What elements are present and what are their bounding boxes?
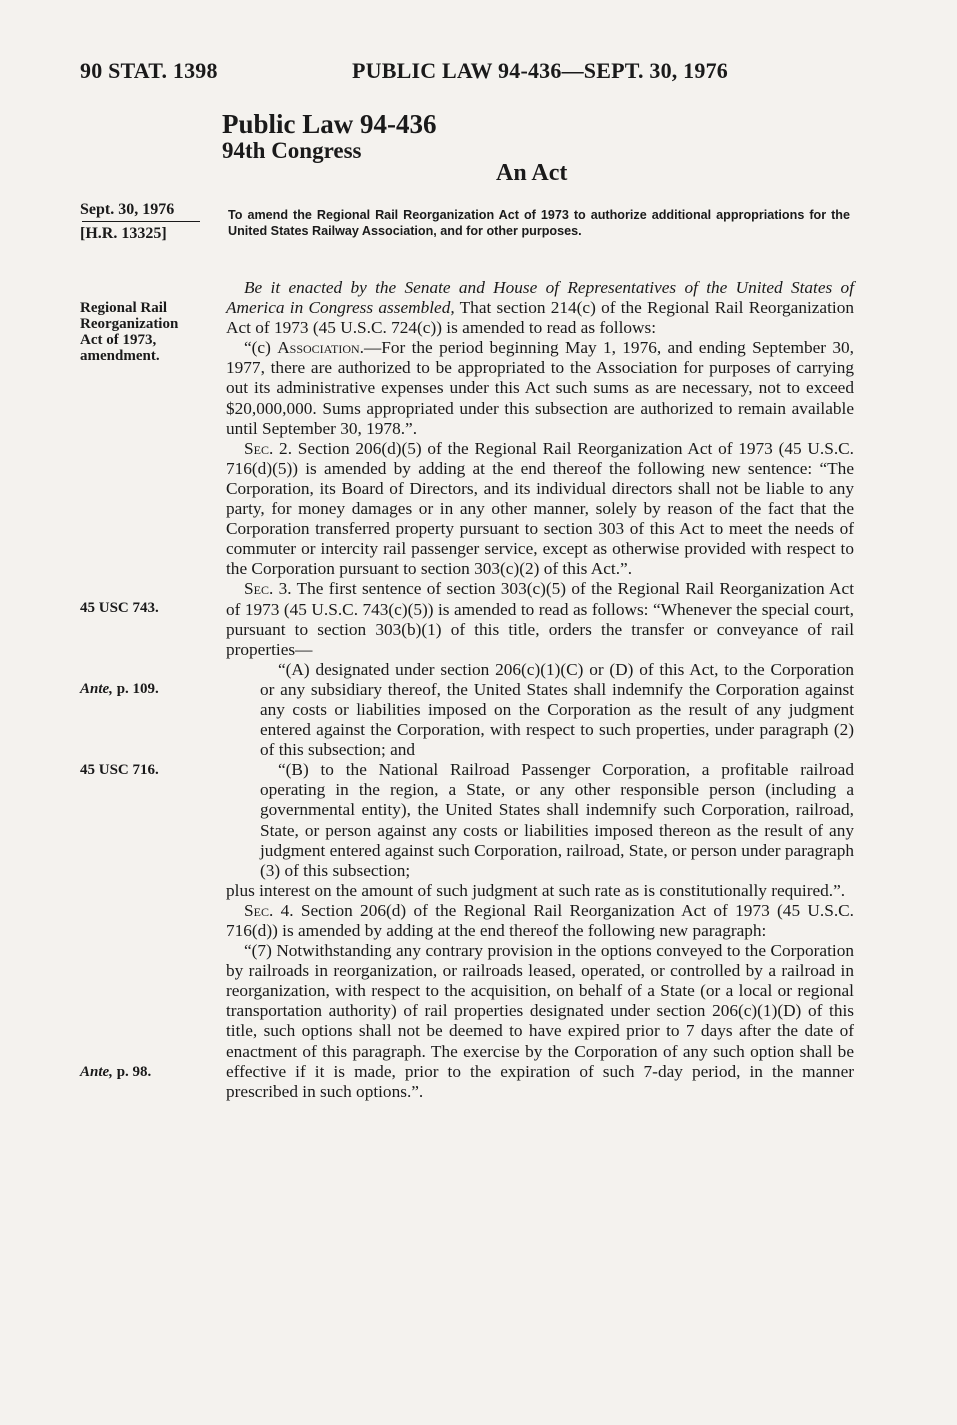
- section-2: [226, 439, 854, 580]
- paragraph-7: “(7) Notwithstanding any contrary provision in the options conveyed to the Corporation by railroads in reorganization, or railroads leased, operated, or controlled by a railroad in reorganization, with respect to the acquisition, on behalf of a State (or a local or regional transportation authority) of rail properties designated under section 206(c)(1)(D) of this title, such options shall not be deemed to have expired prior to 7 days after the date of enactment of this paragraph. The exercise by the Corporation of any such option shall be effective if it is made, prior to the expiration of such 7-day period, in the manner prescribed in such options.”.: [226, 941, 854, 1101]
- quote-open: “(c): [244, 338, 278, 358]
- congress-label: 94th Congress: [222, 138, 362, 163]
- margin-note-line: amendment.: [80, 348, 160, 364]
- margin-note-ante-109: [80, 681, 159, 697]
- margin-ante-label: Ante,: [80, 681, 113, 697]
- margin-note-line: Regional Rail: [80, 300, 168, 316]
- section-label: Sec.: [244, 900, 274, 920]
- section-3: [226, 579, 854, 659]
- enacting-text: That section 214(c) of the Regional Rail Reorganization Act of 1973 (45 U.S.C. 724(c)) is amended to read as follows:: [226, 298, 854, 338]
- law-title: Public Law 94-436: [222, 109, 437, 139]
- section-3-clause-a: “(A) designated under section 206(c)(1)(C) or (D) of this Act, to the Corporation or any subsidiary thereof, the United States shall indemnify the Corporation against any costs or liabilities imposed on the Corporation as the result of any judgment entered against the Corporation, with respect to such properties, under paragraph (2) of this subsection; and: [260, 659, 854, 760]
- margin-note-usc-743: 45 USC 743.: [80, 600, 159, 616]
- margin-date: Sept. 30, 1976: [80, 201, 175, 218]
- subsection-text: —For the period beginning May 1, 1976, and ending September 30, 1977, there are authorized to be appropriated to the Association for purposes of carrying out its administrative expenses under this Act such sums as are necessary, not to exceed $20,000,000. Sums appropriated under this subsection are authorized to remain available until September 30, 1978.”.: [226, 338, 854, 438]
- section-label: Sec.: [244, 579, 274, 599]
- subsection-c: [226, 338, 854, 438]
- section-3-clause-b: “(B) to the National Railroad Passenger Corporation, a profitable railroad operating in the region, a State, or any other responsible person (including a governmental entity), the United States shall indemnify such Corporation, railroad, State, or person against any costs or liabilities imposed thereon as the result of any judgment entered against such Corporation, railroad, State, or person under paragraph (3) of this subsection;: [260, 760, 854, 880]
- margin-note-amendment: [80, 300, 178, 364]
- section-text: 3. The first sentence of section 303(c)(5) of the Regional Rail Reorganization Act of 1973 (45 U.S.C. 743(c)(5)) is amended to read as follows: “Whenever the special court, pursuant to section 303(b)(1) of this title, orders the transfer or conveyance of rail properties—: [226, 579, 854, 659]
- section-3-closing: plus interest on the amount of such judgment at such rate as is constitutionally required.”.: [226, 880, 846, 900]
- act-heading: An Act: [496, 160, 568, 186]
- margin-bill-number: [H.R. 13325]: [80, 225, 167, 242]
- margin-note-ante-98: [80, 1064, 151, 1080]
- enacting-clause: [226, 278, 854, 338]
- section-label: Sec.: [244, 438, 274, 458]
- act-purpose: To amend the Regional Rail Reorganization Act of 1973 to authorize additional appropriations for the United States Railway Association, and for other purposes.: [228, 208, 850, 238]
- margin-ante-page: p. 109.: [112, 681, 159, 697]
- subsection-heading: Association.: [277, 338, 364, 358]
- margin-note-line: Act of 1973,: [80, 332, 157, 348]
- date-divider: [82, 221, 200, 222]
- margin-ante-label: Ante,: [80, 1064, 113, 1080]
- margin-ante-page: p. 98.: [112, 1064, 152, 1080]
- page-stat-reference: 90 STAT. 1398: [80, 58, 218, 83]
- enacting-formula: Be it enacted by the Senate and House of Representatives of the United States of America in Congress assembled,: [226, 278, 854, 318]
- section-text: 2. Section 206(d)(5) of the Regional Rail Reorganization Act of 1973 (45 U.S.C. 716(d)(5)) is amended by adding at the end thereof the following new sentence: “The Corporation, its Board of Directors, and its individual directors shall not be liable to any party, for money damages or in any other manner, solely by reason of the fact that the Corporation transferred property pursuant to section 303 of this Act to meet the needs of commuter or intercity rail passenger service, except as otherwise provided with respect to the Corporation pursuant to section 303(c)(2) of this Act.”.: [226, 438, 854, 579]
- margin-note-line: Reorganization: [80, 316, 179, 332]
- section-text: 4. Section 206(d) of the Regional Rail Reorganization Act of 1973 (45 U.S.C. 716(d)) is amended by adding at the end thereof the following new paragraph:: [226, 900, 854, 940]
- margin-note-usc-716: 45 USC 716.: [80, 762, 159, 778]
- act-body: [226, 278, 854, 1102]
- running-header: PUBLIC LAW 94-436—SEPT. 30, 1976: [352, 58, 728, 83]
- section-4: [226, 901, 854, 941]
